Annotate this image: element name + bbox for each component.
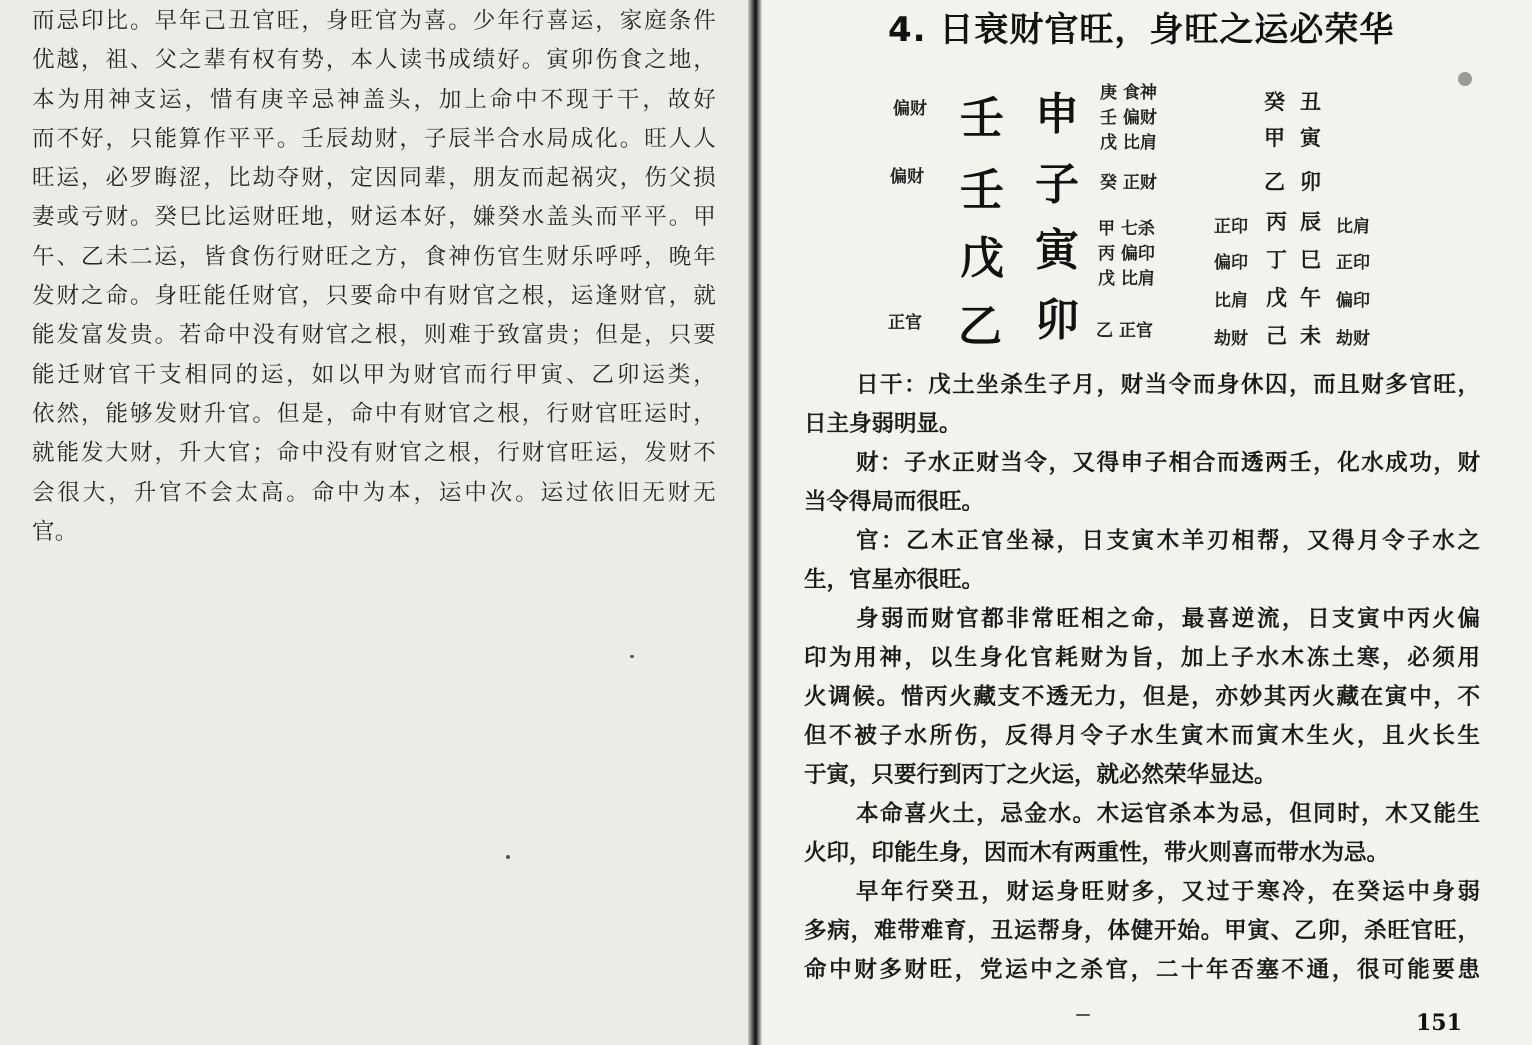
- scan-speck: [1458, 72, 1472, 86]
- luck-stem: 乙: [1264, 169, 1285, 194]
- stem-shen-label: 偏财: [893, 99, 927, 119]
- hidden-stem-shen: 庚 食神: [1100, 83, 1157, 103]
- luck-shen-left: 比肩: [1214, 291, 1248, 311]
- text-line: 就能发大财，升大官；命中没有财官之根，行财官旺运，发财不: [32, 440, 716, 467]
- text-line: 生，官星亦很旺。: [804, 567, 985, 593]
- text-line: 本命喜火土，忌金水。木运官杀本为忌，但同时，木又能生: [856, 801, 1480, 827]
- text-line: 发财之命。身旺能任财官，只要命中有财官之根，运逢财官，就: [32, 283, 716, 310]
- hidden-stem-shen: 戊 比肩: [1100, 133, 1157, 153]
- luck-stem: 丙: [1266, 209, 1287, 234]
- text-line: 而不好，只能算作平平。壬辰劫财，子辰半合水局成化。旺人人: [32, 125, 716, 152]
- section-title: 4. 日衰财官旺，身旺之运必荣华: [888, 10, 1395, 50]
- luck-shen-left: 正印: [1214, 217, 1248, 237]
- page-number: 151: [1416, 1010, 1462, 1036]
- text-line: 于寅，只要行到丙丁之火运，就必然荣华显达。: [804, 762, 1277, 788]
- luck-shen-left: 劫财: [1214, 329, 1248, 349]
- hidden-stem-shen: 戊 比肩: [1098, 269, 1155, 289]
- text-line: 会很大，升官不会太高。命中为本，运中次。运过依旧无财无: [32, 479, 716, 506]
- stem-shen-label: 正官: [888, 313, 922, 333]
- luck-branch: 卯: [1300, 169, 1321, 194]
- text-line: 官。: [32, 518, 78, 545]
- text-line: 依然，能够发财升官。但是，命中有财官之根，行财官旺运时，: [32, 400, 716, 427]
- hidden-stem-shen: 甲 七杀: [1098, 219, 1155, 239]
- text-line: 妻或亏财。癸巳比运财旺地，财运本好，嫌癸水盖头而平平。甲: [32, 204, 716, 231]
- hidden-stem-shen: 乙 正官: [1096, 321, 1153, 341]
- scan-speck: [1076, 1014, 1090, 1016]
- text-line: 日干：戊土坐杀生子月，财当令而身休囚，而且财多官旺，: [856, 372, 1480, 398]
- text-line: 当令得局而很旺。: [804, 489, 985, 515]
- text-line: 火调候。惜丙火藏支不透无力，但是，亦妙其丙火藏在寅中，不: [804, 684, 1480, 710]
- hidden-stem-shen: 壬 偏财: [1100, 108, 1157, 128]
- luck-shen-right: 偏印: [1336, 291, 1370, 311]
- luck-shen-left: 偏印: [1214, 253, 1248, 273]
- hidden-stem-shen: 丙 偏印: [1098, 244, 1155, 264]
- scan-speck: [506, 855, 510, 859]
- text-line: 午、乙未二运，皆食伤行财旺之方，食神伤官生财乐呼呼，晚年: [32, 243, 716, 270]
- year-stem: 壬: [960, 93, 1004, 144]
- day-stem: 戊: [960, 233, 1004, 284]
- day-branch: 寅: [1035, 225, 1079, 276]
- luck-branch: 巳: [1300, 247, 1321, 272]
- text-line: 财：子水正财当令，又得申子相合而透两壬，化水成功，财: [856, 450, 1480, 476]
- luck-shen-right: 比肩: [1336, 217, 1370, 237]
- book-spine: [748, 0, 762, 1045]
- text-line: 官：乙木正官坐禄，日支寅木羊刃相帮，又得月令子水之: [856, 528, 1480, 554]
- text-line: 多病，难带难育，丑运帮身，体健开始。甲寅、乙卯，杀旺官旺，: [804, 918, 1480, 944]
- text-line: 身弱而财官都非常旺相之命，最喜逆流，日支寅中丙火偏: [856, 606, 1480, 632]
- text-line: 优越，祖、父之辈有权有势，本人读书成绩好。寅卯伤食之地，: [32, 47, 716, 74]
- luck-shen-right: 劫财: [1336, 329, 1370, 349]
- hidden-stem-shen: 癸 正财: [1100, 173, 1157, 193]
- luck-stem: 己: [1266, 323, 1287, 348]
- right-page-body: [804, 366, 1480, 990]
- luck-branch: 寅: [1300, 125, 1321, 150]
- text-line: 火印，印能生身，因而木有两重性，带火则喜而带水为忌。: [804, 840, 1390, 866]
- hour-branch: 卯: [1035, 295, 1079, 346]
- text-line: 命中财多财旺，党运中之杀官，二十年否塞不通，很可能要患: [804, 957, 1480, 983]
- luck-branch: 丑: [1300, 89, 1321, 114]
- text-line: 早年行癸丑，财运身旺财多，又过于寒冷，在癸运中身弱: [856, 879, 1480, 905]
- stem-shen-label: 偏财: [890, 167, 924, 187]
- luck-branch: 午: [1300, 285, 1321, 310]
- year-branch: 申: [1035, 89, 1079, 140]
- left-page-body: [32, 2, 716, 552]
- hour-stem: 乙: [958, 301, 1002, 352]
- scan-speck: [630, 655, 634, 658]
- luck-stem: 丁: [1266, 247, 1287, 272]
- text-line: 日主身弱明显。: [804, 411, 962, 437]
- luck-shen-right: 正印: [1336, 253, 1370, 273]
- text-line: 旺运，必罗晦涩，比劫夺财，定因同辈，朋友而起祸灾，伤父损: [32, 165, 716, 192]
- text-line: 印为用神，以生身化官耗财为旨，加上子水木冻土寒，必须用: [804, 645, 1480, 671]
- luck-stem: 戊: [1266, 285, 1287, 310]
- text-line: 能迁财官干支相同的运，如以甲为财官而行甲寅、乙卯运类，: [32, 361, 716, 388]
- text-line: 能发富发贵。若命中没有财官之根，则难于致富贵；但是，只要: [32, 322, 716, 349]
- month-stem: 壬: [960, 165, 1004, 216]
- luck-stem: 甲: [1264, 125, 1285, 150]
- text-line: 而忌印比。早年己丑官旺，身旺官为喜。少年行喜运，家庭条件: [32, 8, 716, 34]
- text-line: 本为用神支运，惜有庚辛忌神盖头，加上命中不现于干，故好: [32, 86, 716, 113]
- month-branch: 子: [1035, 159, 1079, 210]
- luck-branch: 未: [1300, 323, 1321, 348]
- text-line: 但不被子水所伤，反得月令子水生寅木而寅木生火，且火长生: [804, 723, 1480, 749]
- luck-branch: 辰: [1300, 209, 1321, 234]
- luck-stem: 癸: [1264, 89, 1285, 114]
